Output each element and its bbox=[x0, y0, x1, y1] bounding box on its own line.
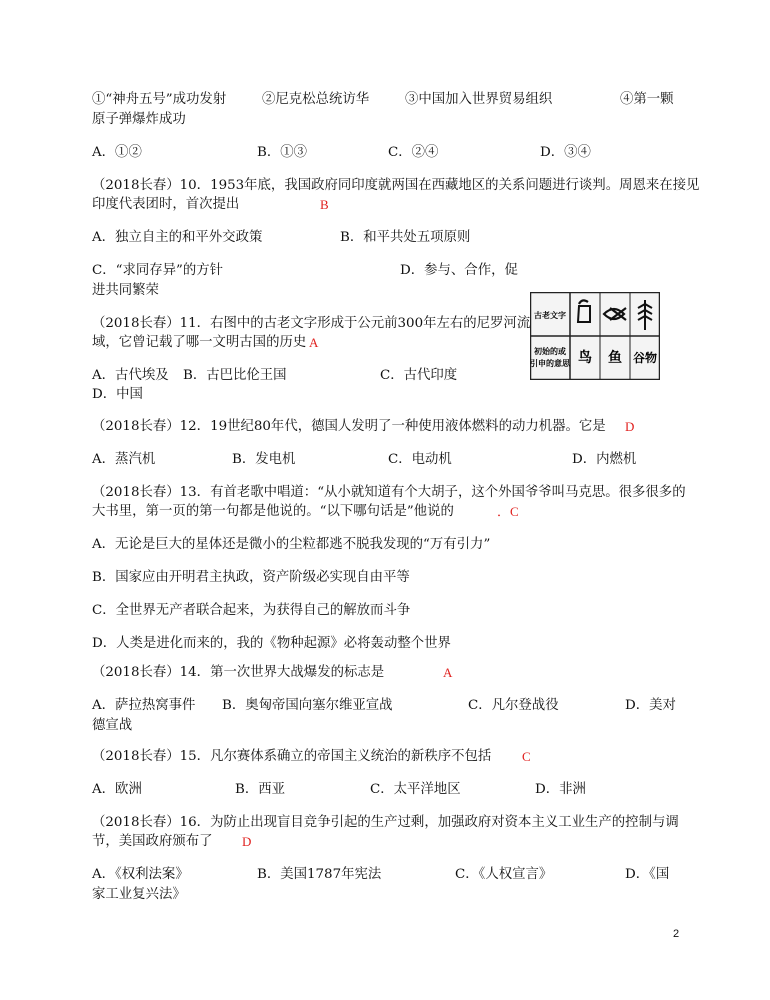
q11-stem-2: 域，它曾记载了哪一文明古国的历史 bbox=[92, 335, 307, 350]
q13-stem-2: 大书里，第一页的第一句都是他说的。“以下哪句话是”他说的 bbox=[92, 504, 454, 519]
q10-option-b: B．和平共处五项原则 bbox=[340, 230, 471, 245]
q16-option-a: A．《权利法案》 bbox=[92, 867, 189, 882]
q9-item-3: ③中国加入世界贸易组织 bbox=[405, 92, 553, 107]
q12-option-d: D．内燃机 bbox=[572, 452, 637, 467]
q9-item-2: ②尼克松总统访华 bbox=[262, 92, 370, 107]
q10-answer: B bbox=[320, 197, 329, 212]
q16-option-d: D．《国 bbox=[625, 867, 670, 882]
figure-row-label-meaning-2: 引申的意思 bbox=[530, 359, 570, 368]
q11-option-a: A．古代埃及 bbox=[92, 368, 169, 383]
q14-stem-1: （2018长春）14．第一次世界大战爆发的标志是 bbox=[92, 665, 385, 680]
q15-option-d: D．非洲 bbox=[535, 782, 586, 797]
q16-option-b: B．美国1787年宪法 bbox=[257, 867, 382, 882]
q16-stem-1: （2018长春）16．为防止出现盲目竞争引起的生产过剩，加强政府对资本主义工业生产的控制与调 bbox=[92, 815, 679, 830]
q10-option-c: C．“求同存异”的方针 bbox=[92, 263, 224, 278]
q10-stem-2: 印度代表团时，首次提出 bbox=[92, 197, 240, 212]
q16-answer: D bbox=[242, 834, 252, 849]
q12-option-c: C．电动机 bbox=[388, 452, 452, 467]
figure-cell-bird: 鸟 bbox=[578, 350, 592, 366]
q11-answer: A bbox=[309, 335, 319, 350]
q14-option-d: D．美对 bbox=[625, 698, 676, 713]
ancient-writing-figure bbox=[530, 292, 660, 380]
q9-item-4-cont: 原子弹爆炸成功 bbox=[92, 112, 186, 127]
q12-option-b: B．发电机 bbox=[232, 452, 296, 467]
q16-stem-2: 节，美国政府颁布了 bbox=[92, 834, 213, 849]
q9-option-c: C．②④ bbox=[388, 145, 439, 160]
q12-option-a: A．蒸汽机 bbox=[92, 452, 156, 467]
q10-stem-1: （2018长春）10．1953年底，我国政府同印度就两国在西藏地区的关系问题进行谈判。周恩来在接见 bbox=[92, 178, 700, 193]
figure-row-label-writing: 古老文字 bbox=[534, 311, 566, 320]
q15-option-c: C．太平洋地区 bbox=[370, 782, 461, 797]
q15-option-b: B．西亚 bbox=[235, 782, 286, 797]
figure-cell-fish: 鱼 bbox=[608, 350, 622, 366]
q9-item-4: ④第一颗 bbox=[620, 92, 674, 107]
figure-row-label-meaning-1: 初始的或 bbox=[534, 347, 566, 356]
q11-option-d: D．中国 bbox=[92, 387, 143, 402]
q15-stem-1: （2018长春）15．凡尔赛体系确立的帝国主义统治的新秩序不包括 bbox=[92, 749, 492, 764]
q13-option-a: A．无论是巨大的星体还是微小的尘粒都逃不脱我发现的“万有引力” bbox=[92, 537, 491, 552]
q14-option-d-cont: 德宣战 bbox=[92, 718, 133, 733]
q11-option-c: C．古代印度 bbox=[380, 368, 458, 383]
q13-option-b: B．国家应由开明君主执政，资产阶级必实现自由平等 bbox=[92, 570, 410, 585]
q10-option-d-cont: 进共同繁荣 bbox=[92, 283, 159, 298]
q11-option-b: B．古巴比伦王国 bbox=[183, 368, 287, 383]
q9-option-d: D．③④ bbox=[540, 145, 591, 160]
q14-option-c: C．凡尔登战役 bbox=[468, 698, 559, 713]
q16-option-c: C．《人权宣言》 bbox=[455, 867, 553, 882]
q14-option-a: A．萨拉热窝事件 bbox=[92, 698, 196, 713]
q16-option-d-cont: 家工业复兴法》 bbox=[92, 887, 186, 902]
q13-stem-1: （2018长春）13．有首老歌中唱道：“从小就知道有个大胡子，这个外国爷爷叫马克思。很多很多的 bbox=[92, 485, 686, 500]
q10-option-d: D．参与、合作，促 bbox=[400, 263, 518, 278]
q9-option-b: B．①③ bbox=[257, 145, 308, 160]
q12-answer: D bbox=[625, 419, 635, 434]
q9-option-a: A．①② bbox=[92, 145, 142, 160]
page-number: 2 bbox=[673, 928, 680, 940]
q12-stem-1: （2018长春）12．19世纪80年代，德国人发明了一种使用液体燃料的动力机器。它是 bbox=[92, 419, 606, 434]
q13-option-c: C．全世界无产者联合起来，为获得自己的解放而斗争 bbox=[92, 603, 411, 618]
q11-stem-1: （2018长春）11．右图中的古老文字形成于公元前300年左右的尼罗河流 bbox=[92, 316, 531, 331]
q15-option-a: A．欧洲 bbox=[92, 782, 142, 797]
q14-option-b: B．奥匈帝国向塞尔维亚宣战 bbox=[222, 698, 393, 713]
q10-option-a: A．独立自主的和平外交政策 bbox=[92, 230, 263, 245]
ancient-writing-image bbox=[530, 292, 660, 380]
q9-item-1: ①“神舟五号”成功发射 bbox=[92, 92, 227, 107]
figure-cell-grain: 谷物 bbox=[632, 351, 658, 365]
q13-answer: ．C bbox=[497, 504, 519, 519]
q15-answer: C bbox=[522, 749, 531, 764]
q14-answer: A bbox=[443, 665, 453, 680]
q13-option-d: D．人类是进化而来的，我的《物种起源》必将轰动整个世界 bbox=[92, 636, 451, 651]
